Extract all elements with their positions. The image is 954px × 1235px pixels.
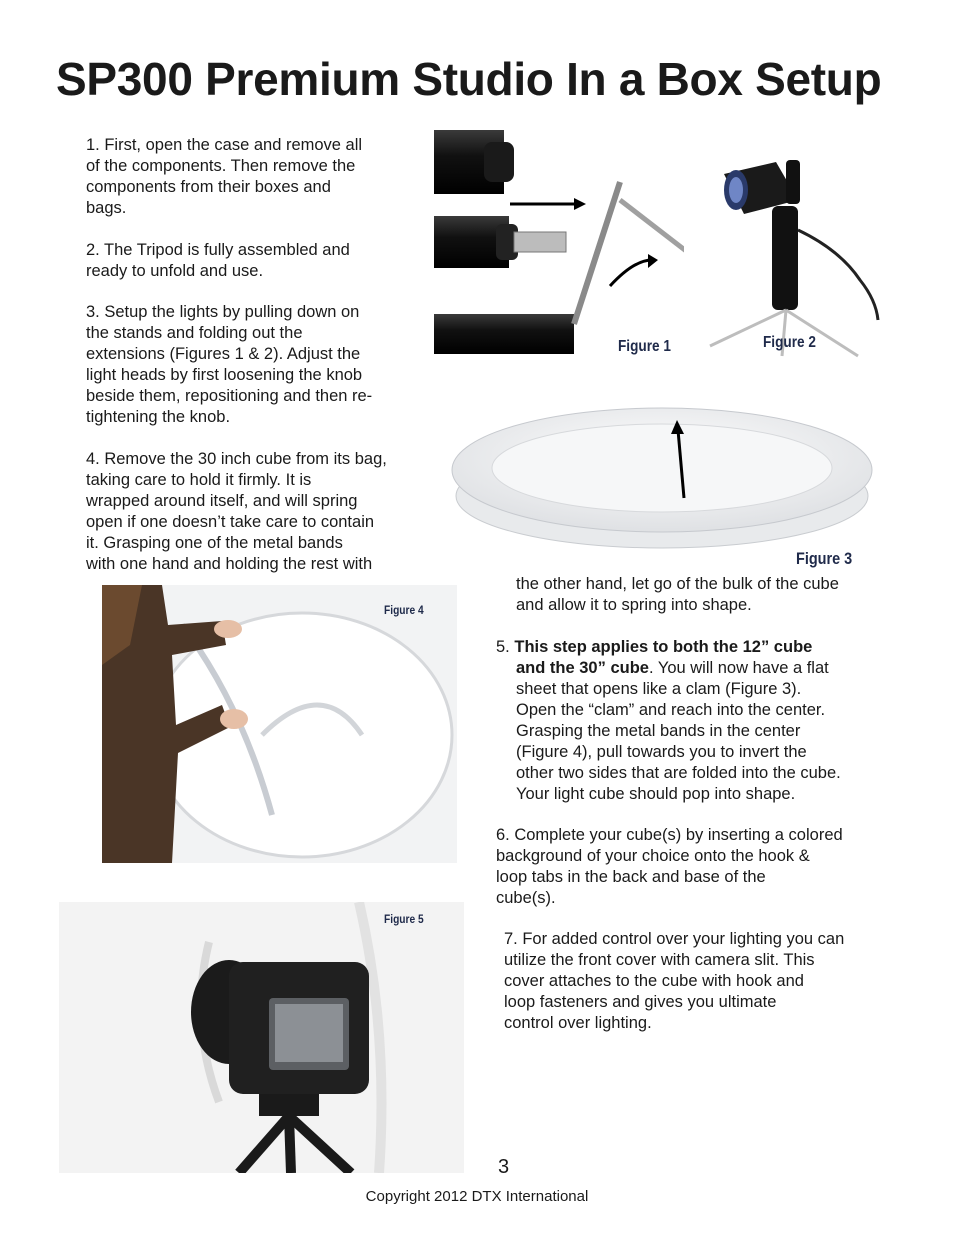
- figure-3-caption: Figure 3: [796, 549, 853, 568]
- step-5-bold-line-2: and the 30” cube: [516, 659, 649, 677]
- step-4-text: 4. Remove the 30 inch cube from its bag, taking care to hold it firmly. It is wrapped around itself, and will spring open if one doesn’t take care to contain it. Grasping one of the metal bands with one hand and holding the rest with: [86, 450, 387, 573]
- step-5-bold-line-1: This step applies to both the 12” cube: [514, 638, 813, 656]
- figure-1-caption: Figure 1: [618, 338, 671, 355]
- figure-4-image: [102, 585, 457, 863]
- page-title: SP300 Premium Studio In a Box Setup: [56, 53, 882, 105]
- page-number: 3: [498, 1156, 510, 1178]
- step-3-text: 3. Setup the lights by pulling down on the stands and folding out the extensions (Figures 1 & 2). Adjust the light heads by first loosening the knob beside them, repositioning and then re- tightening the knob.: [86, 303, 373, 426]
- figure-5-image: [59, 902, 464, 1173]
- figure-2-image: [690, 150, 882, 362]
- figure-2-caption: Figure 2: [763, 334, 816, 351]
- figure-5-caption: Figure 5: [384, 912, 424, 926]
- step-4-continued-text: the other hand, let go of the bulk of the cube and allow it to spring into shape.: [516, 575, 839, 614]
- step-5-number: 5.: [496, 638, 515, 656]
- step-2-text: 2. The Tripod is fully assembled and ready to unfold and use.: [86, 241, 350, 280]
- figure-4-caption: Figure 4: [384, 603, 424, 617]
- step-5-text: [496, 637, 812, 658]
- step-1-text: 1. First, open the case and remove all of the components. Then remove the components from their boxes and bags.: [86, 136, 363, 217]
- figure-1-image: [434, 128, 684, 356]
- step-7-text: 7. For added control over your lighting you can utilize the front cover with camera slit. This cover attaches to the cube with hook and loop fasteners and gives you ultimate control over lighting.: [504, 930, 845, 1032]
- step-5-rest: . You will now have a flat sheet that opens like a clam (Figure 3). Open the “clam” and reach into the center. Grasping the metal bands in the center (Figure 4), pull towards you to invert the other two sides that are folded into the cube. Your light cube should pop into shape.: [516, 659, 841, 803]
- figure-3-image: [446, 394, 876, 556]
- step-5-body: [516, 658, 841, 805]
- step-6-text: 6. Complete your cube(s) by inserting a colored background of your choice onto the hook & loop tabs in the back and base of the cube(s).: [496, 826, 843, 907]
- copyright-notice: Copyright 2012 DTX International: [365, 1188, 589, 1205]
